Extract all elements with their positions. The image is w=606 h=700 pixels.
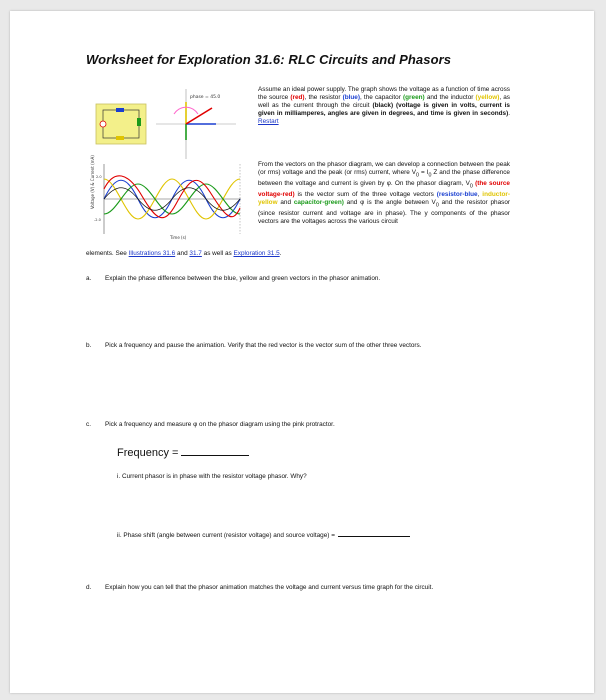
phase-caption: phase = 45.0 — [190, 95, 221, 100]
intro-text-4: and the inductor — [424, 93, 476, 101]
phasor-text-2: is the vector sum of the three voltage vectors — [294, 191, 437, 199]
intro-text-6: . — [508, 109, 510, 117]
phasor-text-6: and the resistor phasor (since resistor current and voltage are in phase). The y components of the phasor vectors are the voltages across the various circuit — [258, 199, 511, 226]
graph-y-tick-top: 2.0 — [96, 175, 102, 179]
illustration-31-6-link[interactable]: Illustrations 31.6 — [128, 250, 176, 257]
question-a — [86, 275, 506, 283]
question-letter: b. — [86, 342, 92, 349]
illustration-31-7-link[interactable]: 31.7 — [189, 250, 202, 257]
subquestion-ii-text: ii. Phase shift (angle between current (resistor voltage) and source voltage) = — [117, 532, 335, 539]
capacitor-label: (green) — [403, 93, 425, 101]
resistor-blue-label: (resistor-blue — [436, 191, 478, 199]
ref-text-4: . — [279, 250, 282, 257]
resistor-label: (blue) — [342, 93, 360, 101]
capacitor-icon — [137, 118, 141, 126]
question-text: Explain the phase difference between the blue, yellow and green vectors in the phasor animation. — [105, 275, 381, 282]
units-note: (black) (voltage is given in volts, current is given in milliamperes, angles are given in degrees, and time is given in seconds) — [258, 101, 510, 117]
graph-y-label: Voltage (V) & Current (mA) — [90, 155, 95, 209]
phase-shift-blank[interactable] — [338, 530, 410, 537]
resistor-icon — [116, 108, 124, 112]
ref-text-3: as well as — [201, 250, 234, 257]
frequency-field — [117, 446, 249, 459]
source-phasor — [186, 108, 212, 124]
phasor-text-1: From the vectors on the phasor diagram, we can develop a connection between the peak (or rms) voltage and the peak (or rms) current, where V — [258, 161, 510, 176]
intro-text-3: , the capacitor — [360, 93, 404, 101]
phasor-paragraph — [258, 161, 510, 226]
question-c — [86, 421, 506, 429]
phasor-text-1b: = I — [419, 168, 429, 176]
intro-paragraph — [258, 86, 510, 126]
intro-text-1: Assume an ideal power supply. The graph shows the voltage as a function of time across the source — [258, 86, 510, 101]
question-letter: a. — [86, 275, 92, 282]
question-letter: d. — [86, 584, 92, 591]
intro-text-2: , the resistor — [304, 93, 343, 101]
simulation-figure — [86, 84, 246, 244]
exploration-31-5-link[interactable]: Exploration 31.5 — [233, 250, 280, 257]
phasor-text-5: and φ is the angle between V — [343, 199, 436, 207]
subscript-0: 0 — [416, 172, 420, 179]
inductor-icon — [116, 136, 124, 140]
question-d — [86, 584, 506, 592]
subquestion-ii — [117, 530, 410, 540]
question-b — [86, 342, 506, 350]
ref-text-1: elements. See — [86, 250, 129, 257]
source-label: (red) — [290, 93, 305, 101]
question-letter: c. — [86, 421, 91, 428]
subscript-0: 0 — [428, 172, 432, 179]
page-title: Worksheet for Exploration 31.6: RLC Circuits and Phasors — [86, 52, 452, 67]
question-text: Pick a frequency and measure φ on the phasor diagram using the pink protractor. — [105, 421, 335, 428]
frequency-label: Frequency = — [117, 447, 179, 459]
restart-link[interactable]: Restart — [258, 117, 279, 125]
phasor-text-1c: Z and the phase difference between the voltage and current is given by φ. On the phasor diagram, V — [258, 168, 510, 188]
references-line — [86, 250, 516, 258]
source-voltage-label: (the source voltage-red) — [258, 180, 510, 199]
ref-text-2: and — [175, 250, 190, 257]
source-curve — [104, 176, 240, 218]
phasor-text-3: , — [477, 191, 483, 199]
graph-x-label: Time (s) — [170, 235, 187, 240]
graph-y-tick-bottom: -2.0 — [94, 218, 101, 222]
source-icon — [100, 121, 106, 127]
subquestion-i: i. Current phasor is in phase with the resistor voltage phasor. Why? — [117, 473, 307, 480]
frequency-blank[interactable] — [181, 446, 249, 456]
subscript-0: 0 — [469, 183, 473, 190]
question-text: Explain how you can tell that the phasor animation matches the voltage and current versus time graph for the circuit. — [105, 584, 434, 591]
subscript-0: 0 — [435, 202, 439, 209]
inductor-yellow-label: inductor-yellow — [258, 191, 510, 207]
intro-text-5: , as well as the current through the circuit — [258, 93, 510, 109]
phasor-text-4: and — [277, 199, 294, 207]
question-text: Pick a frequency and pause the animation. Verify that the red vector is the vector sum of the other three vectors. — [105, 342, 422, 349]
capacitor-green-label: capacitor-green) — [293, 199, 344, 207]
inductor-label: (yellow) — [475, 93, 500, 101]
